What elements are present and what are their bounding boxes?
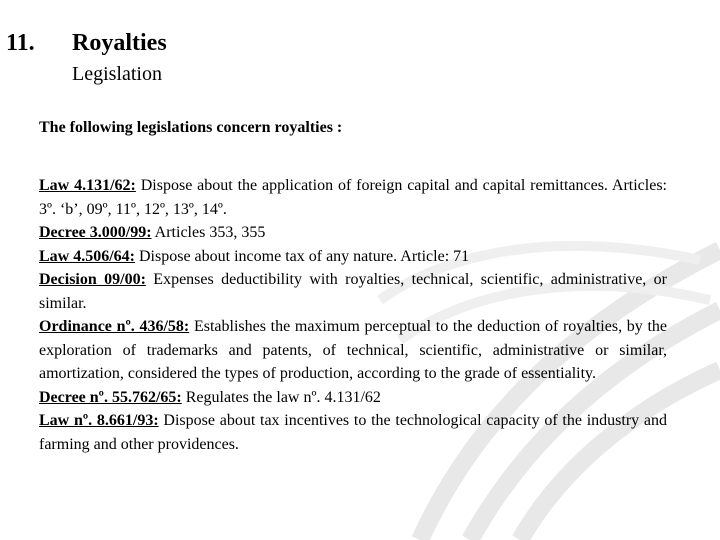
legislation-description: Articles 353, 355 (151, 224, 266, 241)
legislation-reference: Decree 3.000/99: (39, 224, 152, 241)
legislation-description: Expenses deductibility with royalties, technical, scientific, administrative, or similar. (39, 271, 667, 312)
legislation-reference: Law nº. 8.661/93: (39, 412, 159, 429)
legislation-entry (39, 174, 667, 221)
legislation-reference: Law 4.506/64: (39, 247, 135, 265)
legislation-entry (39, 409, 667, 456)
legislation-reference: Decree nº. 55.762/65: (39, 388, 182, 406)
legislation-description: Dispose about tax incentives to the technological capacity of the industry and farming and other providences. (39, 412, 667, 453)
legislation-reference: Law 4.131/62: (39, 177, 136, 194)
legislation-entry (39, 315, 667, 386)
legislation-entry (39, 268, 667, 315)
legislation-entry (39, 386, 667, 410)
slide-number: 11. (6, 30, 35, 56)
legislation-list (39, 174, 667, 456)
legislation-reference: Ordinance nº. 436/58: (39, 318, 190, 335)
slide-title: Royalties (72, 30, 167, 56)
legislation-description: Dispose about income tax of any nature. Article: 71 (135, 247, 470, 265)
legislation-reference: Decision 09/00: (39, 271, 146, 288)
legislation-description: Regulates the law nº. 4.131/62 (181, 388, 381, 406)
intro-text: The following legislations concern royalties : (39, 119, 343, 136)
legislation-description: Dispose about the application of foreign capital and capital remittances. Articles: 3º. ‘b’, 09º, 11º, 12º, 13º, 14º. (39, 177, 668, 218)
slide-subtitle: Legislation (72, 63, 162, 85)
legislation-entry (39, 245, 667, 269)
legislation-description: Establishes the maximum perceptual to the deduction of royalties, by the exploration of trademarks and patents, of technical, scientific, administrative or similar, amortization, considered the types of production, according to the grade of essentiality. (39, 318, 668, 382)
legislation-entry (39, 221, 667, 245)
